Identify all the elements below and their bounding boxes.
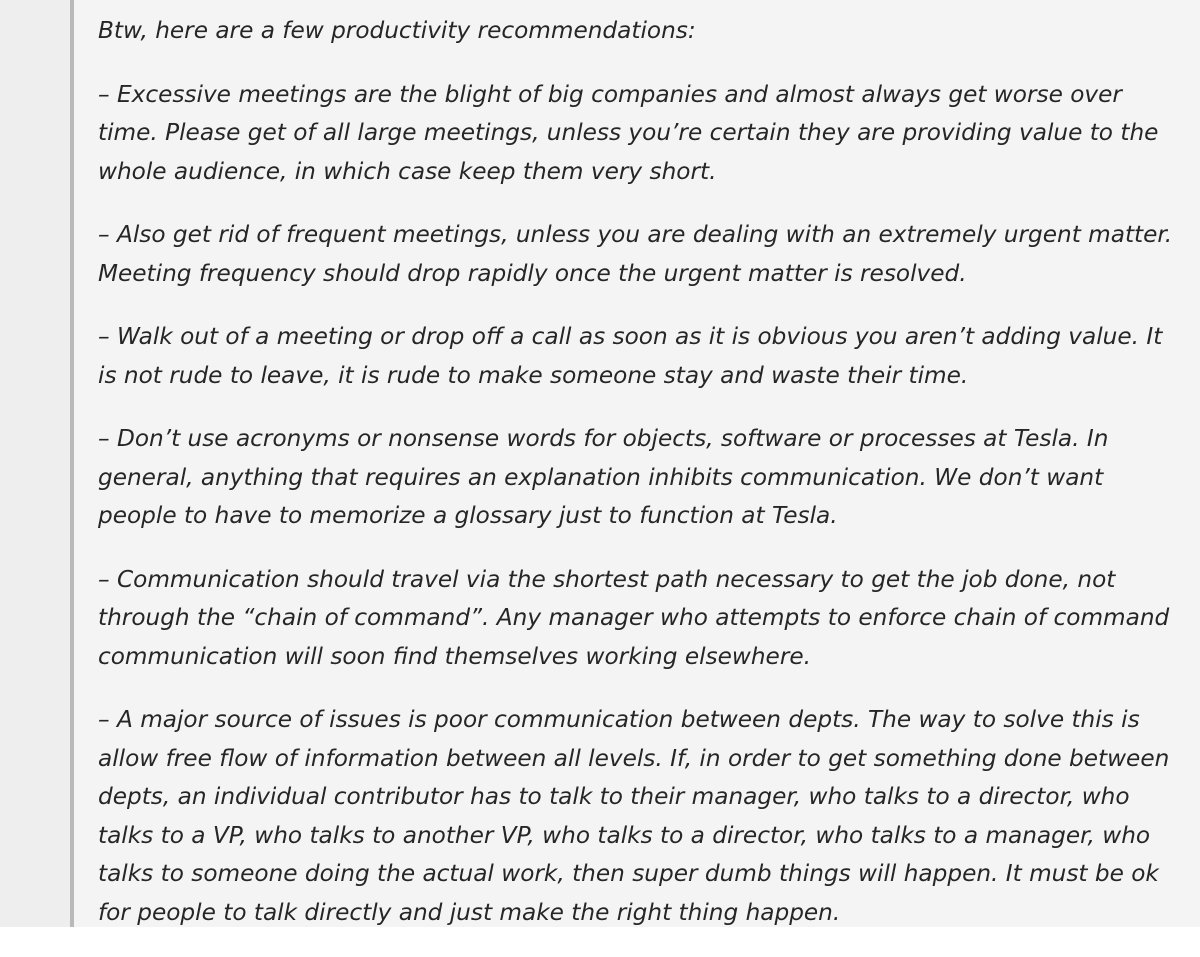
- recommendation-cross-dept: – A major source of issues is poor communication between depts. The way to solve this is allow free flow of information between all levels. If, in order to get something done between depts, an individual contributor has to talk to their manager, who talks to a director, who talks to a VP, who talks to another VP, who talks to a director, who talks to a manager, who talks to someone doing the actual work, then super dumb things will happen. It must be ok for people to talk directly and just make the right thing happen.: [98, 706, 1170, 926]
- recommendation-walk-out: – Walk out of a meeting or drop off a call as soon as it is obvious you aren’t adding value. It is not rude to leave, it is rude to make someone stay and waste their time.: [98, 323, 1163, 389]
- document-body: [98, 12, 1183, 957]
- recommendation-meetings-large: – Excessive meetings are the blight of big companies and almost always get worse over time. Please get of all large meetings, unless you’re certain they are providing value to the whole audience, in which case keep them very short.: [98, 80, 1159, 185]
- vertical-divider: [70, 0, 74, 927]
- left-gutter: [0, 0, 72, 927]
- recommendation-acronyms: – Don’t use acronyms or nonsense words for objects, software or processes at Tesla. In general, anything that requires an explanation inhibits communication. We don’t want people to have to memorize a glossary just to function at Tesla.: [98, 425, 1109, 529]
- intro-paragraph: Btw, here are a few productivity recommendations:: [98, 17, 696, 44]
- recommendation-meetings-frequent: – Also get rid of frequent meetings, unless you are dealing with an extremely urgent matter. Meeting frequency should drop rapidly once the urgent matter is resolved.: [98, 221, 1173, 287]
- recommendation-communication-path: – Communication should travel via the shortest path necessary to get the job done, not through the “chain of command”. Any manager who attempts to enforce chain of command communication will soon find themselves working elsewhere.: [98, 565, 1170, 670]
